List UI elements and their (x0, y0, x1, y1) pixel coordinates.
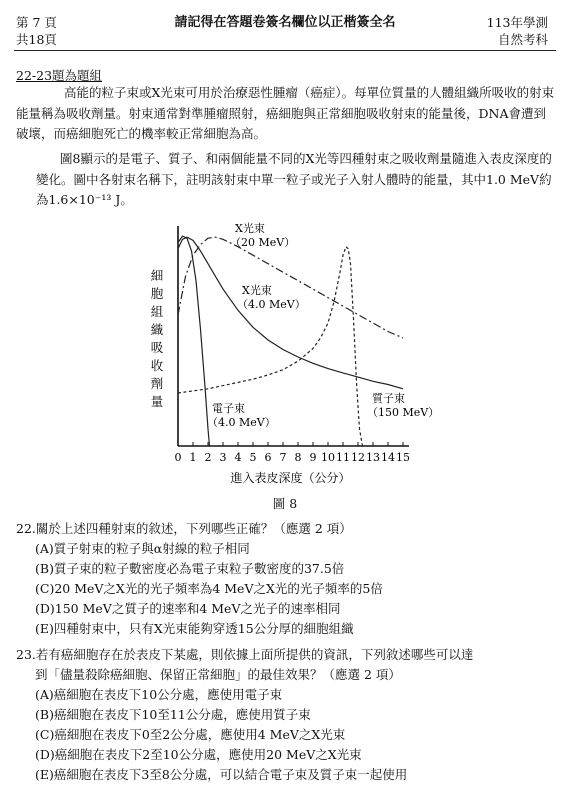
q23-option-d[interactable]: (D)癌細胞在表皮下2至10公分處，應使用20 MeV之X光束 (35, 747, 362, 762)
intro-paragraph-2: 圖8顯示的是電子、質子、和兩個能量不同的X光等四種射束之吸收劑量隨進入表皮深度的變化。圖中各射束名稱下，註明該射束中單一粒子或光子入射人體時的能量，其中1.0 MeV約為1.6×10⁻¹³ J。 (36, 151, 552, 207)
x-tick-label-6: 6 (264, 451, 272, 464)
xray-20mev-curve (178, 237, 403, 338)
x-tick-label-10: 10 (321, 451, 335, 464)
q22-option-c[interactable]: (C)20 MeV之X光的光子頻率為4 MeV之X光的光子頻率的5倍 (35, 581, 383, 596)
x-tick-label-1: 1 (189, 451, 197, 464)
figure-8-chart (140, 222, 440, 490)
electron-4mev-curve (178, 236, 210, 446)
q23-option-b[interactable]: (B)癌細胞在表皮下10至11公分處，應使用質子束 (35, 707, 311, 722)
page-header-right (487, 14, 548, 48)
q22-option-a[interactable]: (A)質子射束的粒子與α射線的粒子相同 (35, 541, 250, 556)
legend-xray-20mev-energy: （20 MeV） (230, 236, 296, 249)
legend-xray-20mev-name: X光束 (235, 222, 265, 235)
signature-notice: 請記得在答題卷簽名欄位以正楷簽全名 (174, 15, 396, 30)
legend-proton-150mev-energy: （150 MeV） (367, 406, 440, 419)
x-tick-label-14: 14 (381, 451, 395, 464)
intro-paragraph-1: 高能的粒子束或X光束可用於治療惡性腫瘤（癌症）。每單位質量的人體組織所吸收的射束能量稱為吸收劑量。射束通常對準腫瘤照射，癌細胞與正常細胞吸收射束的能量後，DNA會遭到破壞，而癌細胞死亡的機率較正常細胞為高。 (16, 85, 555, 141)
x-tick-label-11: 11 (336, 451, 350, 464)
legend-electron-4mev-energy: （4.0 MeV） (207, 416, 276, 429)
q23-option-e[interactable]: (E)癌細胞在表皮下3至8公分處，可以結合電子束及質子束一起使用 (35, 767, 408, 782)
x-axis-label: 進入表皮深度（公分） (230, 471, 351, 485)
q23-option-c[interactable]: (C)癌細胞在表皮下0至2公分處，應使用4 MeV之X光束 (35, 727, 346, 742)
legend-xray-4mev-energy: （4.0 MeV） (237, 298, 306, 311)
x-tick-label-12: 12 (351, 451, 365, 464)
y-axis-label-char: 織 (150, 322, 164, 337)
y-axis-label-char: 細 (150, 268, 164, 283)
x-tick-label-8: 8 (294, 451, 302, 464)
subject-name: 自然考科 (497, 32, 548, 47)
y-axis-label-char: 收 (150, 358, 164, 373)
figure-caption: 圖 8 (272, 496, 298, 511)
x-tick-label-2: 2 (204, 451, 212, 464)
q22-number: 22. (16, 521, 36, 536)
x-tick-label-7: 7 (279, 451, 287, 464)
y-axis-label-char: 組 (150, 304, 164, 319)
q22-option-d[interactable]: (D)150 MeV之質子的速率和4 MeV之光子的速率相同 (35, 601, 341, 616)
q23-number: 23. (16, 647, 36, 662)
y-axis-label-char: 劑 (150, 376, 164, 391)
total-pages: 共18頁 (16, 32, 57, 47)
section-title: 22-23題為題組 (16, 68, 103, 83)
x-tick-label-9: 9 (309, 451, 317, 464)
x-tick-label-5: 5 (249, 451, 257, 464)
x-tick-label-4: 4 (234, 451, 242, 464)
y-axis-label-char: 吸 (150, 340, 164, 355)
legend-electron-4mev-name: 電子束 (212, 402, 245, 415)
page-number: 第 7 頁 (16, 15, 57, 30)
x-tick-label-15: 15 (396, 451, 410, 464)
q22-stem: 關於上述四種射束的敘述，下列哪些正確？（應選 2 項） (35, 521, 352, 536)
question-23 (16, 645, 556, 785)
q22-option-b[interactable]: (B)質子束的粒子數密度必為電子束粒子數密度的37.5倍 (35, 561, 345, 576)
q22-option-e[interactable]: (E)四種射束中，只有X光束能夠穿透15公分厚的細胞組織 (35, 621, 354, 636)
legend-xray-4mev-name: X光束 (242, 284, 272, 297)
q23-option-a[interactable]: (A)癌細胞在表皮下10公分處，應使用電子束 (35, 687, 283, 702)
y-axis-label-char: 量 (150, 394, 164, 409)
y-axis-label-char: 胞 (150, 286, 164, 301)
x-tick-label-0: 0 (174, 451, 182, 464)
q23-stem-line2: 到「儘量殺除癌細胞、保留正常細胞」的最佳效果？（應選 2 項） (35, 667, 401, 682)
legend-proton-150mev-name: 質子束 (372, 392, 405, 405)
q23-stem-line1: 若有癌細胞存在於表皮下某處，則依據上面所提供的資訊，下列敘述哪些可以達 (35, 647, 474, 662)
x-tick-label-13: 13 (366, 451, 380, 464)
x-tick-label-3: 3 (219, 451, 227, 464)
header-rule (14, 50, 556, 51)
exam-name: 113年學測 (486, 15, 548, 30)
question-22 (16, 519, 556, 639)
